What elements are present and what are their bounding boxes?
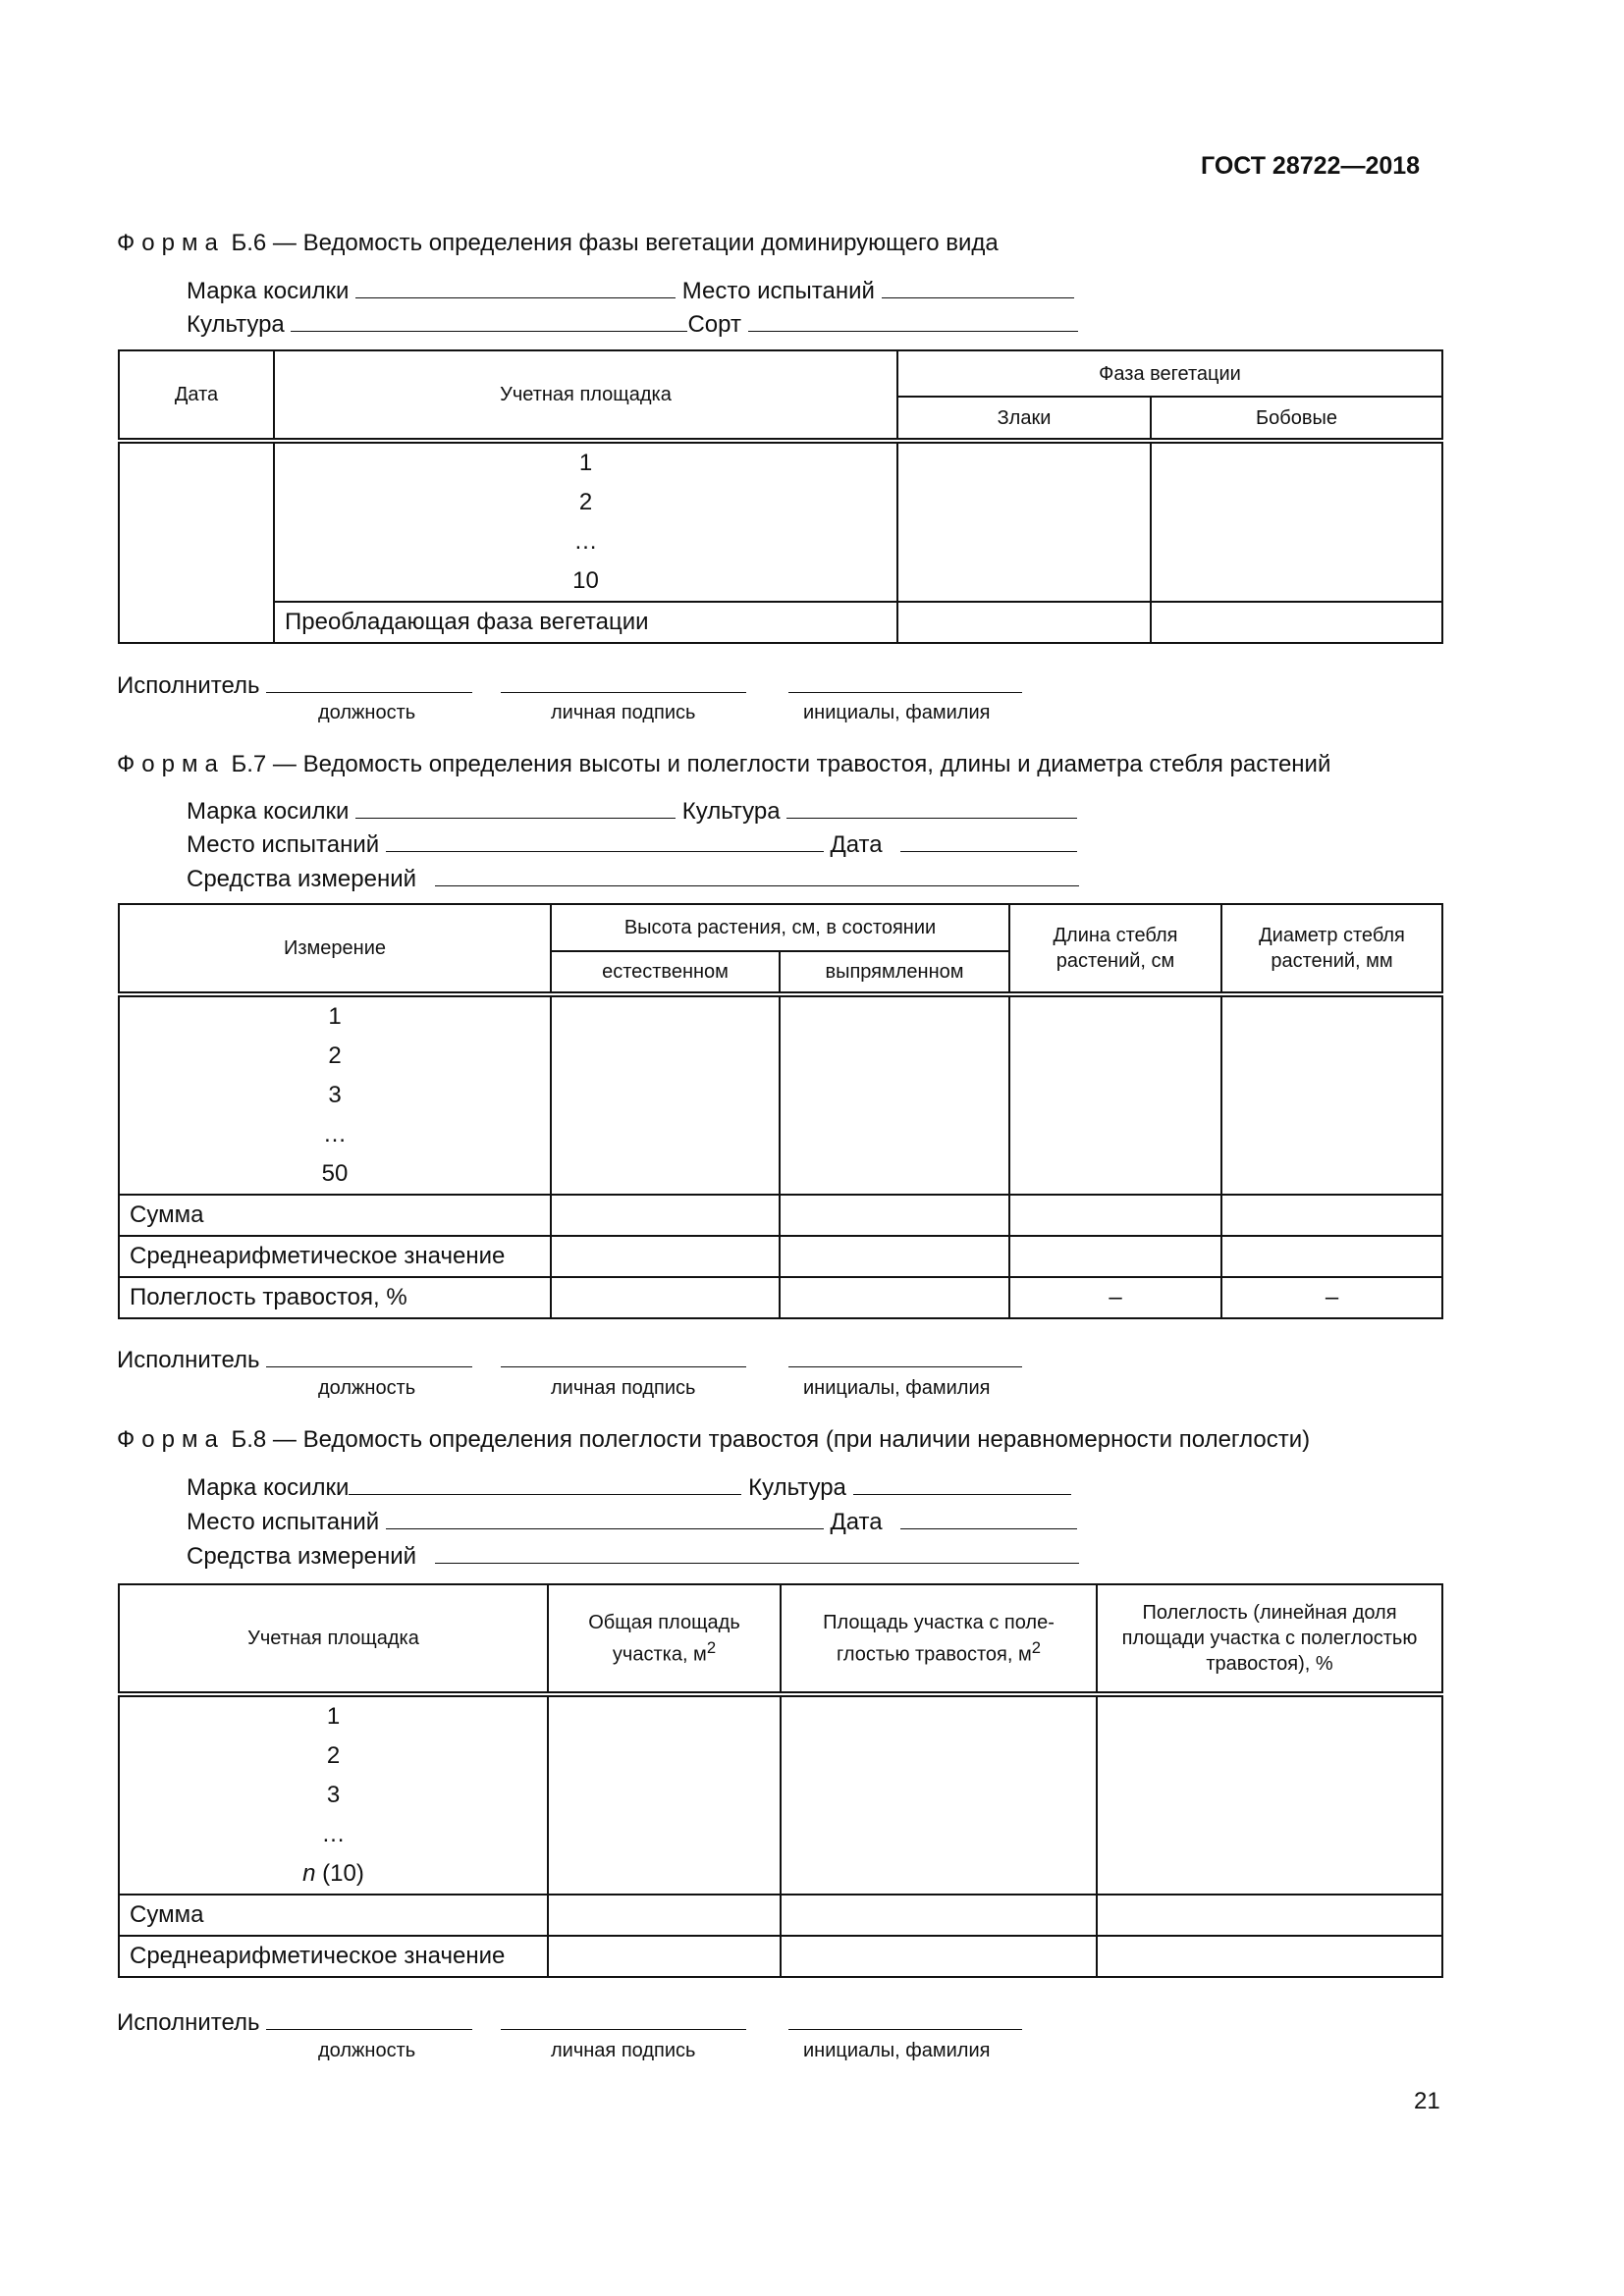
form8-caption-position: должность <box>318 2040 416 2061</box>
form6-caption-name: инициалы, фамилия <box>803 702 991 723</box>
form7-performer-label: Исполнитель <box>117 1347 260 1373</box>
form6-mower-label: Марка косилки <box>187 278 350 304</box>
form8-col-total-area-text: Общая площадь участка, м <box>588 1611 740 1666</box>
form8-date-label: Дата <box>830 1509 883 1535</box>
form7-measure-3: 3 <box>328 1082 342 1108</box>
form6-date-cell[interactable] <box>119 441 274 643</box>
form8-plot-list <box>119 1694 548 1895</box>
form7-date-label: Дата <box>830 831 883 858</box>
form7-mean-straight[interactable] <box>780 1236 1009 1277</box>
form6-summary-cereals[interactable] <box>897 602 1151 643</box>
form7-diameter-cell[interactable] <box>1221 994 1442 1195</box>
form7-sum-label: Сумма <box>119 1195 551 1236</box>
form8-plot-2: 2 <box>326 1742 341 1769</box>
form8-position-input[interactable] <box>266 2007 472 2030</box>
form6-site-label: Место испытаний <box>681 278 875 304</box>
form7-lodging-diameter-dash: – <box>1221 1277 1442 1318</box>
form7-col-natural: естественном <box>551 951 780 994</box>
form8-mean-label: Среднеарифметическое значение <box>119 1936 548 1977</box>
form7-field-line-1 <box>187 796 1077 826</box>
form7-title-lead: Форма <box>117 751 225 777</box>
form7-sign-input[interactable] <box>501 1345 746 1367</box>
form8-sum-label: Сумма <box>119 1895 548 1936</box>
form8-title-lead: Форма <box>117 1426 225 1453</box>
form6-mower-input[interactable] <box>355 276 676 298</box>
form7-length-cell[interactable] <box>1009 994 1221 1195</box>
form7-mower-label: Марка косилки <box>187 798 350 825</box>
form6-title <box>117 230 999 257</box>
form7-straight-cell[interactable] <box>780 994 1009 1195</box>
form8-lodged-area-cell[interactable] <box>781 1694 1097 1895</box>
form8-share-cell[interactable] <box>1097 1694 1442 1895</box>
form6-plot-ellipsis: … <box>573 528 598 555</box>
form6-col-legumes: Бобовые <box>1151 397 1442 441</box>
form7-sum-diameter[interactable] <box>1221 1195 1442 1236</box>
form7-sum-straight[interactable] <box>780 1195 1009 1236</box>
form7-mean-length[interactable] <box>1009 1236 1221 1277</box>
form6-field-line-1 <box>187 276 1074 305</box>
form8-col-share: Полеглость (линейная доля площади участка с полеглостью травостоя), % <box>1097 1584 1442 1694</box>
form6-site-input[interactable] <box>882 276 1074 298</box>
form7-caption-position: должность <box>318 1377 416 1399</box>
form7-table <box>118 903 1443 1319</box>
form6-crop-label: Культура <box>187 311 285 338</box>
form6-sign-input[interactable] <box>501 670 746 693</box>
standard-number: ГОСТ 28722—2018 <box>1201 152 1421 180</box>
form8-site-input[interactable] <box>386 1507 824 1529</box>
form8-sum-lodged-area[interactable] <box>781 1895 1097 1936</box>
form6-col-cereals: Злаки <box>897 397 1151 441</box>
form8-caption-name: инициалы, фамилия <box>803 2040 991 2061</box>
form7-field-line-2 <box>187 829 1077 859</box>
form7-sum-length[interactable] <box>1009 1195 1221 1236</box>
form8-table <box>118 1583 1443 1978</box>
form8-col-plot: Учетная площадка <box>119 1584 548 1694</box>
form7-sum-natural[interactable] <box>551 1195 780 1236</box>
form7-measure-list <box>119 994 551 1195</box>
form6-legumes-cell[interactable] <box>1151 441 1442 602</box>
form8-date-input[interactable] <box>900 1507 1077 1529</box>
form7-caption-sign: личная подпись <box>551 1377 696 1399</box>
form8-mean-lodged-area[interactable] <box>781 1936 1097 1977</box>
form8-col-lodged-area-text: Площадь участка с поле-глостью травостоя, м <box>823 1611 1055 1666</box>
form7-col-straight: выпрямленном <box>780 951 1009 994</box>
form8-plot-n <box>120 1854 547 1894</box>
form6-table <box>118 349 1443 644</box>
form6-name-input[interactable] <box>788 670 1022 693</box>
form8-title <box>117 1426 1310 1454</box>
form8-site-label: Место испытаний <box>187 1509 380 1535</box>
form8-col-total-area <box>548 1584 781 1694</box>
form6-variety-input[interactable] <box>748 309 1078 332</box>
form6-caption-sign: личная подпись <box>551 702 696 723</box>
form7-signature-line <box>117 1345 1022 1374</box>
form7-lodging-straight[interactable] <box>780 1277 1009 1318</box>
form6-summary-legumes[interactable] <box>1151 602 1442 643</box>
form7-crop-label: Культура <box>681 798 781 825</box>
form8-mean-share[interactable] <box>1097 1936 1442 1977</box>
form7-measure-2: 2 <box>328 1042 342 1069</box>
form8-title-text: Б.8 — Ведомость определения полеглости травостоя (при наличии неравномерности полеглости) <box>224 1426 1311 1453</box>
form8-field-line-1 <box>187 1472 1071 1502</box>
form6-crop-input[interactable] <box>291 309 687 332</box>
form6-col-date: Дата <box>119 350 274 441</box>
form8-signature-line <box>117 2007 1022 2037</box>
form8-mean-total-area[interactable] <box>548 1936 781 1977</box>
form8-instruments-label: Средства измерений <box>187 1543 417 1570</box>
form6-variety-label: Сорт <box>687 311 741 338</box>
form7-mean-label: Среднеарифметическое значение <box>119 1236 551 1277</box>
form6-col-phase: Фаза вегетации <box>897 350 1442 397</box>
form7-natural-cell[interactable] <box>551 994 780 1195</box>
form6-plot-2: 2 <box>578 489 593 515</box>
form6-performer-label: Исполнитель <box>117 672 260 699</box>
form6-plot-1: 1 <box>578 450 593 476</box>
form7-field-line-3 <box>187 864 1079 893</box>
form7-measure-ellipsis: … <box>323 1121 347 1148</box>
form7-col-measure: Измерение <box>119 904 551 994</box>
form8-plot-n-italic: n <box>302 1860 316 1887</box>
form8-sum-total-area[interactable] <box>548 1895 781 1936</box>
form8-sign-input[interactable] <box>501 2007 746 2030</box>
form8-instruments-input[interactable] <box>435 1541 1079 1564</box>
form7-site-input[interactable] <box>386 829 824 852</box>
form7-instruments-input[interactable] <box>435 864 1079 886</box>
form8-mower-input[interactable] <box>349 1472 741 1495</box>
form6-position-input[interactable] <box>266 670 472 693</box>
form6-cereals-cell[interactable] <box>897 441 1151 602</box>
form8-field-line-3 <box>187 1541 1079 1571</box>
form7-lodging-length-dash: – <box>1009 1277 1221 1318</box>
form6-title-lead: Форма <box>117 230 225 256</box>
form8-col-lodged-area <box>781 1584 1097 1694</box>
form6-signature-line <box>117 670 1022 700</box>
form6-caption-position: должность <box>318 702 416 723</box>
form8-plot-n-rest: (10) <box>315 1860 364 1887</box>
form7-measure-50: 50 <box>321 1160 349 1187</box>
form8-name-input[interactable] <box>788 2007 1022 2030</box>
form7-name-input[interactable] <box>788 1345 1022 1367</box>
form7-mean-natural[interactable] <box>551 1236 780 1277</box>
form7-site-label: Место испытаний <box>187 831 380 858</box>
form8-sum-share[interactable] <box>1097 1895 1442 1936</box>
form7-mower-input[interactable] <box>355 796 676 819</box>
page-number: 21 <box>1414 2088 1440 2114</box>
form7-lodging-natural[interactable] <box>551 1277 780 1318</box>
form7-instruments-label: Средства измерений <box>187 866 417 892</box>
form7-mean-diameter[interactable] <box>1221 1236 1442 1277</box>
form7-col-length: Длина стебля растений, см <box>1009 904 1221 994</box>
form6-plot-list <box>274 441 897 602</box>
form7-caption-name: инициалы, фамилия <box>803 1377 991 1399</box>
form8-total-area-cell[interactable] <box>548 1694 781 1895</box>
form6-col-plot: Учетная площадка <box>274 350 897 441</box>
form8-crop-label: Культура <box>748 1474 846 1501</box>
form6-field-line-2 <box>187 309 1078 339</box>
form7-lodging-label: Полеглость травостоя, % <box>119 1277 551 1318</box>
form8-plot-1: 1 <box>326 1703 341 1730</box>
form8-plot-ellipsis: … <box>321 1821 346 1847</box>
form8-crop-input[interactable] <box>853 1472 1071 1495</box>
form7-date-input[interactable] <box>900 829 1077 852</box>
form8-col-total-area-sup: 2 <box>706 1637 717 1657</box>
form8-caption-sign: личная подпись <box>551 2040 696 2061</box>
form8-plot-3: 3 <box>326 1782 341 1808</box>
form8-mower-label: Марка косилки <box>187 1474 350 1501</box>
form8-performer-label: Исполнитель <box>117 2009 260 2036</box>
form7-position-input[interactable] <box>266 1345 472 1367</box>
form7-title-text: Б.7 — Ведомость определения высоты и полеглости травостоя, длины и диаметра стебля растений <box>224 751 1331 777</box>
form7-title <box>117 751 1330 778</box>
form6-summary-label: Преобладающая фаза вегетации <box>274 602 897 643</box>
form7-measure-1: 1 <box>328 1003 342 1030</box>
form7-crop-input[interactable] <box>786 796 1077 819</box>
form7-col-height: Высота растения, см, в состоянии <box>551 904 1009 951</box>
form8-col-lodged-area-sup: 2 <box>1031 1637 1041 1657</box>
form8-field-line-2 <box>187 1507 1077 1536</box>
form7-col-diameter: Диаметр стебля растений, мм <box>1221 904 1442 994</box>
form6-title-text: Б.6 — Ведомость определения фазы вегетации доминирующего вида <box>224 230 999 256</box>
form6-plot-10: 10 <box>572 567 599 594</box>
